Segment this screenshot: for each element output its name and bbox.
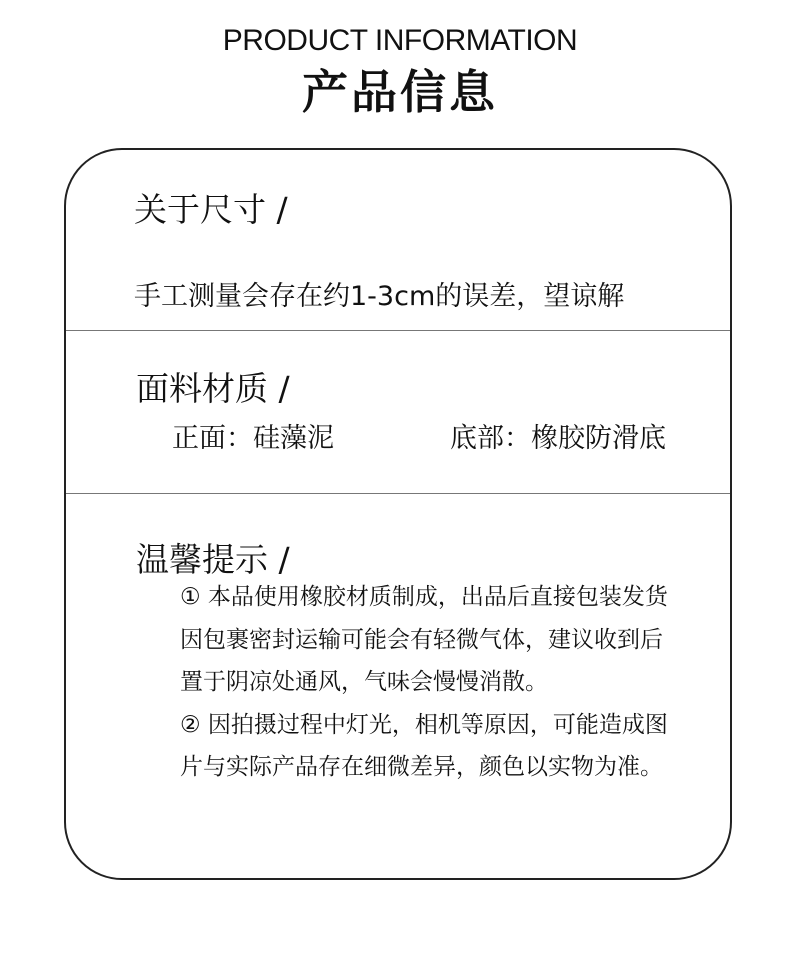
material-section-title: 面料材质 / xyxy=(136,369,290,408)
tips-line: 片与实际产品存在细微差异，颜色以实物为准。 xyxy=(180,754,663,780)
tips-line: 因包裹密封运输可能会有轻微气体，建议收到后 xyxy=(180,627,663,653)
title-chinese: 产品信息 xyxy=(302,65,498,119)
tips-line: 置于阴凉处通风，气味会慢慢消散。 xyxy=(180,669,548,695)
tips-section-title: 温馨提示 / xyxy=(136,540,290,579)
divider-2 xyxy=(66,493,730,494)
tips-line: ② 因拍摄过程中灯光，相机等原因，可能造成图 xyxy=(180,712,668,738)
title-english: PRODUCT INFORMATION xyxy=(222,24,578,57)
info-card xyxy=(64,148,732,880)
tips-line: ① 本品使用橡胶材质制成，出品后直接包装发货 xyxy=(180,584,668,610)
material-bottom: 底部：橡胶防滑底 xyxy=(450,423,666,454)
divider-1 xyxy=(66,330,730,331)
size-section-title: 关于尺寸 / xyxy=(134,190,288,229)
material-front: 正面：硅藻泥 xyxy=(172,423,334,454)
size-note: 手工测量会存在约1-3cm的误差，望谅解 xyxy=(134,281,625,312)
